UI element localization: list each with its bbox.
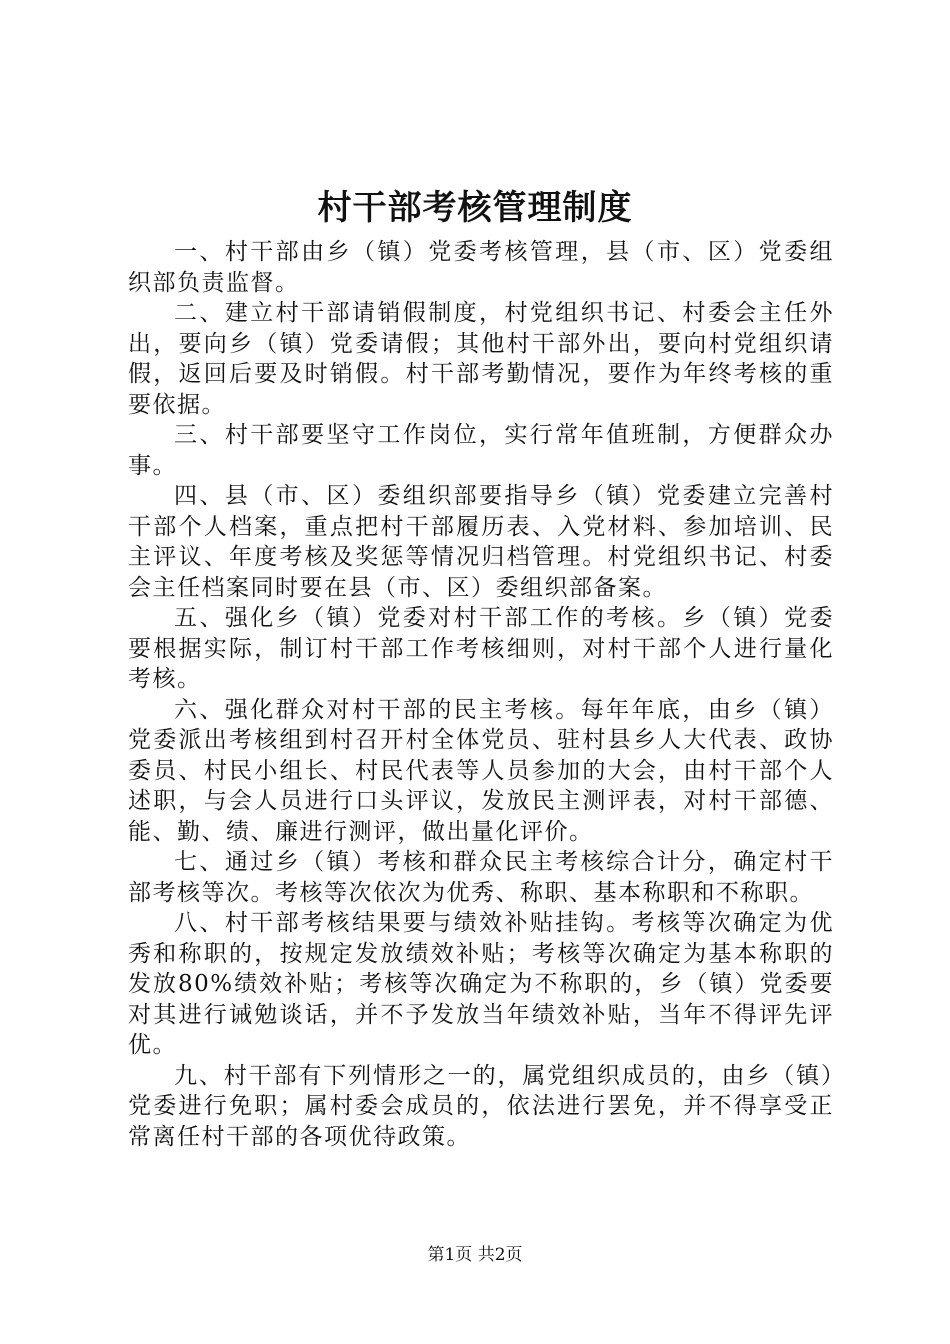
document-body <box>128 237 834 1152</box>
paragraph-1: 一、村干部由乡（镇）党委考核管理，县（市、区）党委组织部负责监督。 <box>128 239 834 296</box>
page-title: 村干部考核管理制度 <box>317 188 633 228</box>
paragraph-7: 七、通过乡（镇）考核和群众民主考核综合计分，确定村干部考核等次。考核等次依次为优秀、称职、基本称职和不称职。 <box>128 849 834 906</box>
paragraph-6: 六、强化群众对村干部的民主考核。每年年底，由乡（镇）党委派出考核组到村召开村全体党员、驻村县乡人大代表、政协委员、村民小组长、村民代表等人员参加的大会，由村干部个人述职，与会人员进行口头评议，发放民主测评表，对村干部德、能、勤、绩、廉进行测评，做出量化评价。 <box>128 696 834 845</box>
paragraph-8: 八、村干部考核结果要与绩效补贴挂钩。考核等次确定为优秀和称职的，按规定发放绩效补贴；考核等次确定为基本称职的发放80%绩效补贴；考核等次确定为不称职的，乡（镇）党委要对其进行诫勉谈话，并不予发放当年绩效补贴，当年不得评先评优。 <box>128 910 834 1058</box>
paragraph-4: 四、县（市、区）委组织部要指导乡（镇）党委建立完善村干部个人档案，重点把村干部履历表、入党材料、参加培训、民主评议、年度考核及奖惩等情况归档管理。村党组织书记、村委会主任档案同时要在县（市、区）委组织部备案。 <box>128 483 834 601</box>
paragraph-9: 九、村干部有下列情形之一的，属党组织成员的，由乡（镇）党委进行免职；属村委会成员的，依法进行罢免，并不得享受正常离任村干部的各项优待政策。 <box>128 1062 834 1150</box>
paragraph-5: 五、强化乡（镇）党委对村干部工作的考核。乡（镇）党委要根据实际，制订村干部工作考核细则，对村干部个人进行量化考核。 <box>128 605 834 692</box>
paragraph-2: 二、建立村干部请销假制度，村党组织书记、村委会主任外出，要向乡（镇）党委请假；其他村干部外出，要向村党组织请假，返回后要及时销假。村干部考勤情况，要作为年终考核的重要依据。 <box>128 300 834 418</box>
paragraph-3: 三、村干部要坚守工作岗位，实行常年值班制，方便群众办事。 <box>128 422 834 479</box>
page-footer: 第1页 共2页 <box>427 1245 523 1265</box>
